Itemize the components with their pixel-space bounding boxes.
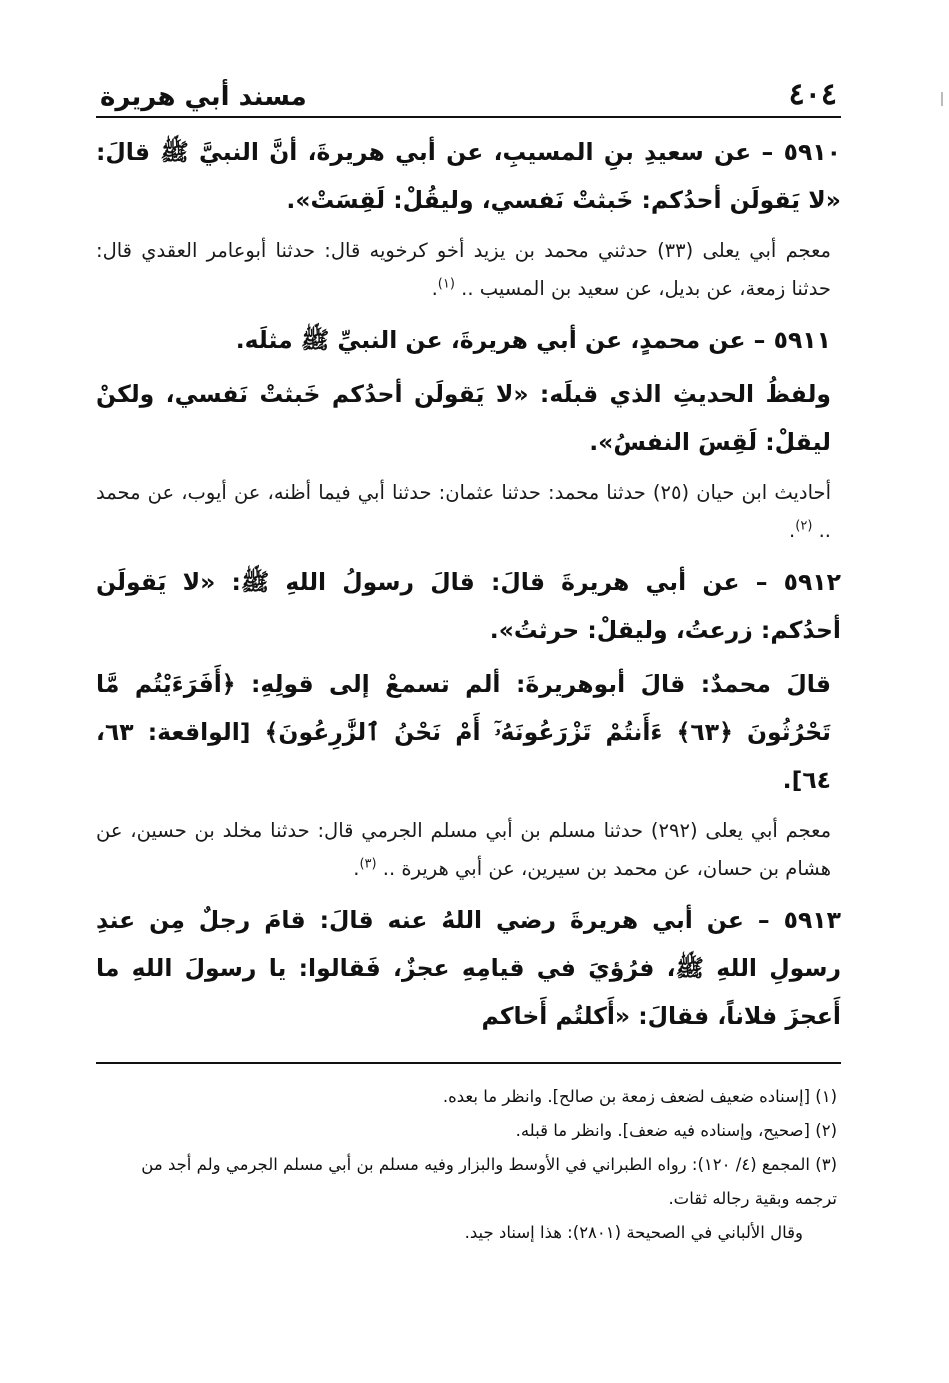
hadith-text: – عن سعيدِ بنِ المسيبِ، عن أبي هريرةَ، أنَّ النبيَّ ﷺ قالَ: «لا يَقولَن أحدُكم: خَبثتْ نَفسي، وليقُلْ: لَقِسَتْ». (96, 138, 841, 214)
main-text (96, 128, 841, 1040)
hadith-text: قالَ محمدٌ: قالَ أبوهريرةَ: ألم تسمعْ إلى قولِهِ: ﴿أَفَرَءَيْتُم مَّا تَحْرُثُونَ ﴿٦٣﴾ ءَأَنتُمْ تَزْرَعُونَهُۥٓ أَمْ نَحْنُ ٱلزَّٰرِعُونَ﴾ [الواقعة: ٦٣، ٦٤]. (96, 670, 831, 794)
hadith-text: – عن أبي هريرةَ قالَ: قالَ رسولُ اللهِ ﷺ: «لا يَقولَن أحدُكم: زرعتُ، وليقلْ: حرثتُ». (96, 568, 841, 644)
source-end-dot: . (431, 277, 438, 300)
footnote-marker: (١) (815, 1087, 837, 1106)
hadith-text: – عن أبي هريرةَ رضي اللهُ عنه قالَ: قامَ رجلٌ مِن عندِ رسولِ اللهِ ﷺ، فرُؤيَ في قيامِهِ عجزٌ، فَقالوا: يا رسولَ اللهِ ما أَعجزَ فلاناً، فقالَ: «أَكلتُم أَخاكم (96, 906, 841, 1030)
hadith-text: – عن محمدٍ، عن أبي هريرةَ، عن النبيِّ ﷺ مثلَه. (235, 326, 766, 354)
hadith-5913 (96, 896, 841, 1040)
source-text: معجم أبي يعلى (٢٩٢) حدثنا مسلم بن أبي مسلم الجرمي قال: حدثنا مخلد بن حسين، عن هشام بن حسان، عن محمد بن سيرين، عن أبي هريرة .. (96, 819, 832, 880)
footnote-marker: (٢) (815, 1121, 837, 1140)
hadith-5911 (96, 316, 841, 364)
footnote-1 (96, 1080, 837, 1114)
hadith-text: ولفظُ الحديثِ الذي قبلَه: «لا يَقولَن أحدُكم خَبثتْ نَفسي، ولكنْ ليقلْ: لَقِسَ النفسُ». (96, 380, 831, 456)
hadith-number: ٥٩١٣ (783, 906, 841, 934)
footnotes (96, 1080, 841, 1250)
footnote-text: [صحيح، وإسناده فيه ضعف]. وانظر ما قبله. (515, 1121, 810, 1140)
footnote-divider (96, 1062, 841, 1064)
scan-margin-mark (941, 92, 943, 106)
hadith-5910 (96, 128, 841, 224)
hadith-commentary-quran (96, 660, 841, 804)
footnote-text: المجمع (٤/ ١٢٠): رواه الطبراني في الأوسط والبزار وفيه مسلم بن أبي مسلم الجرمي ولم أجد من ترجمه وبقية رجاله ثقات. (141, 1155, 837, 1208)
footnote-marker: (٣) (815, 1155, 837, 1174)
hadith-number: ٥٩١٠ (783, 138, 841, 166)
hadith-number: ٥٩١٢ (783, 568, 841, 596)
footnote-reference[interactable]: (٢) (795, 518, 813, 534)
source-citation (96, 474, 841, 550)
footnote-3 (96, 1148, 837, 1250)
footnote-reference[interactable]: (١) (437, 276, 455, 292)
hadith-commentary (96, 370, 841, 466)
hadith-number: ٥٩١١ (773, 326, 831, 354)
page-number: ٤٠٤ (788, 77, 837, 112)
source-end-dot: . (353, 857, 360, 880)
footnote-text: [إسناده ضعيف لضعف زمعة بن صالح]. وانظر ما بعده. (442, 1087, 810, 1106)
footnote-continuation: وقال الألباني في الصحيحة (٢٨٠١): هذا إسناد جيد. (464, 1223, 803, 1242)
source-text: أحاديث ابن حيان (٢٥) حدثنا محمد: حدثنا عثمان: حدثنا أبي فيما أظنه، عن أيوب، عن محمد .. (96, 481, 832, 542)
source-citation (96, 232, 841, 308)
source-end-dot: . (789, 519, 796, 542)
source-text: معجم أبي يعلى (٣٣) حدثني محمد بن يزيد أخو كرخويه قال: حدثنا أبوعامر العقدي قال: حدثنا زمعة، عن بديل، عن سعيد بن المسيب .. (96, 239, 831, 300)
source-citation (96, 812, 841, 888)
book-page (96, 70, 841, 1250)
footnote-2 (96, 1114, 837, 1148)
running-header (96, 70, 841, 118)
footnote-reference[interactable]: (٣) (359, 856, 377, 872)
book-title: مسند أبي هريرة (100, 82, 307, 112)
hadith-5912 (96, 558, 841, 654)
